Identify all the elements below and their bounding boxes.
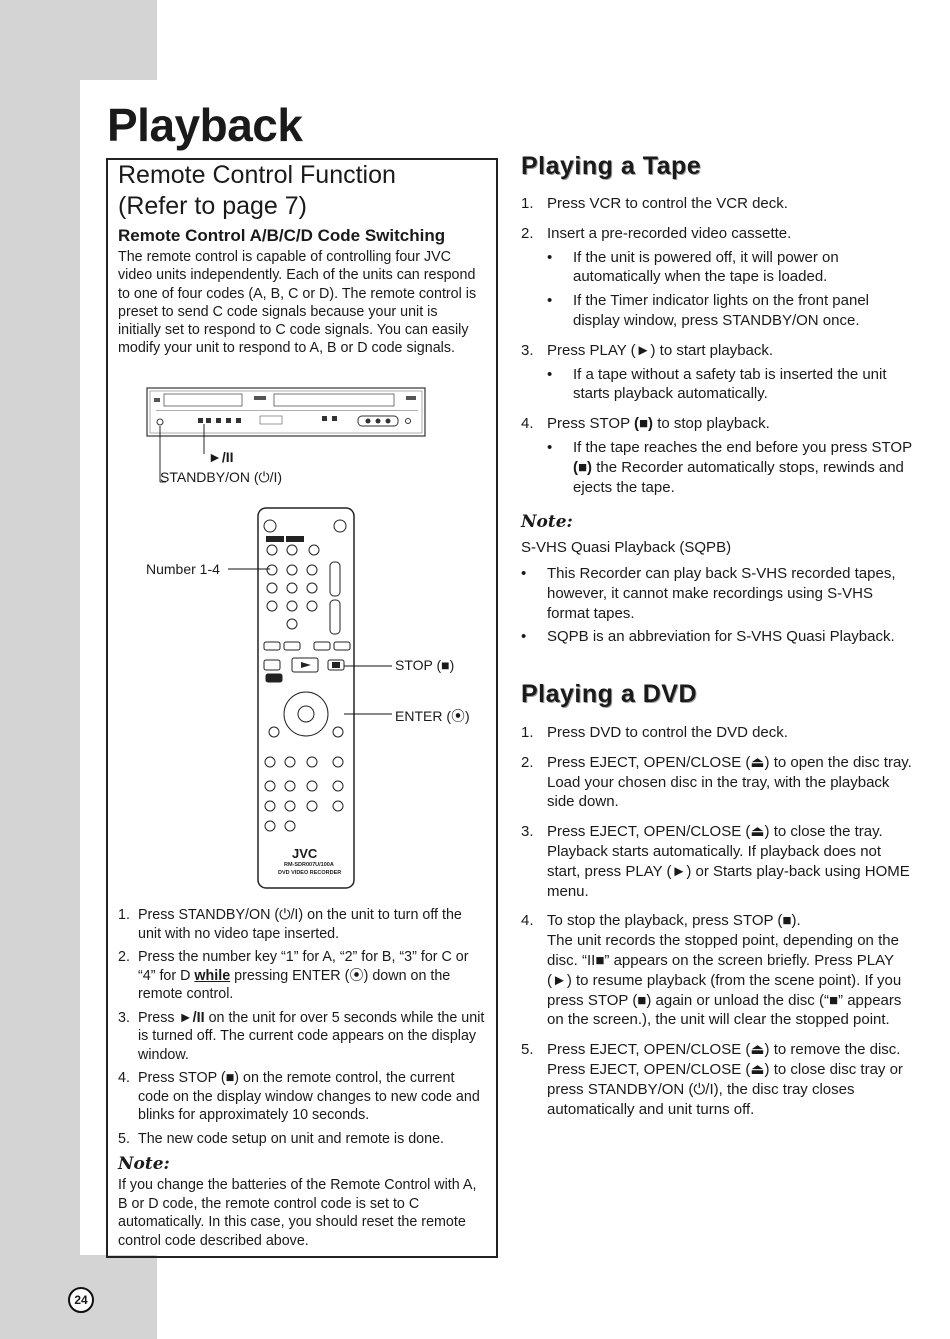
note-heading: Note: xyxy=(118,1154,170,1174)
playing-tape-heading: Playing a Tape xyxy=(521,152,702,180)
bullet-text: If the tape reaches the end before you press STOP xyxy=(573,438,912,456)
deck-standby-label: STANDBY/ON (⏻/I) xyxy=(160,469,283,485)
step-text: to stop playback. xyxy=(653,415,770,433)
list-item xyxy=(118,906,486,943)
step-text: The new code setup on unit and remote is done. xyxy=(138,1130,444,1147)
step-text: Press STOP (■) on the remote control, the current code on the display window changes to new code and blinks for approximately 10 seconds. xyxy=(138,1070,480,1123)
callout-stop: STOP (■) xyxy=(395,657,455,673)
deck-play-pause-label: ►/II xyxy=(208,449,234,465)
list-item xyxy=(521,822,913,901)
list-item xyxy=(521,341,913,404)
code-switching-intro: The remote control is capable of controlling four JVC video units independently. Each of the units can respond to one of four codes (A, B, C or D). The remote control is preset to send C code signals because your unit is initially set to respond to C code signals. You can easily modify your unit to respond to A, B or D code signals. xyxy=(118,249,477,357)
list-item xyxy=(521,194,913,214)
step-number: 3. xyxy=(521,341,534,359)
step-text: Press STOP xyxy=(547,415,634,433)
step-emphasis: (■) xyxy=(633,415,654,433)
step-number: 2. xyxy=(118,949,130,965)
bullet-emphasis: (■) xyxy=(573,458,593,476)
step-number: 5. xyxy=(118,1130,130,1147)
list-item xyxy=(521,1040,913,1119)
step-text: Press EJECT, OPEN/CLOSE (⏏) to open the disc tray. Load your chosen disc in the tray, with the playback side down. xyxy=(547,753,912,811)
bullet-list xyxy=(547,365,913,405)
step-number: 4. xyxy=(521,415,534,433)
step-emphasis: ►/II xyxy=(178,1009,205,1026)
list-item xyxy=(118,948,486,1004)
bullet-item: • If the Timer indicator lights on the front panel display window, press STANDBY/ON once. xyxy=(547,292,869,329)
step-text: Press xyxy=(138,1009,179,1026)
step-text: pressing ENTER (⦿) down on the remote control. xyxy=(138,967,451,1002)
bullet-text: This Recorder can play back S-VHS recorded tapes, however, it cannot make recordings using S-VHS format tapes. xyxy=(547,565,896,622)
step-text: Press the number key “1” for A, “2” for B, “3” for C or “4” for D xyxy=(138,949,469,984)
step-number: 3. xyxy=(521,823,534,841)
list-item xyxy=(118,1069,486,1125)
tape-note-list xyxy=(521,564,913,651)
step-number: 2. xyxy=(521,224,534,242)
code-switching-steps xyxy=(118,906,486,1153)
list-item xyxy=(521,723,913,743)
playing-tape-steps xyxy=(521,194,913,507)
step-text: Press VCR to control the VCR deck. xyxy=(547,195,788,212)
bullet-item: • If the unit is powered off, it will power on automatically when the tape is loaded. xyxy=(547,248,839,286)
step-text: Insert a pre-recorded video cassette. xyxy=(547,224,792,242)
bullet-text: If a tape without a safety tab is inserted the unit starts playback automatically. xyxy=(573,365,887,403)
remote-brand: JVC xyxy=(292,846,318,861)
bullet-text: the Recorder automatically stops, rewinds and ejects the tape. xyxy=(573,458,904,496)
step-detail: The unit records the stopped point, depending on the disc. “II■” appears on the screen briefly. Press PLAY (►) to resume playback (from the scene point). If you press STOP (■) again or unload the disc (“■” appears on the screen.), the unit will clear the stopped point. xyxy=(547,932,902,1029)
bullet-item: • If the tape reaches the end before you press STOP (■) the Recorder automatically stops, rewinds and ejects the tape. xyxy=(547,438,912,496)
tape-note-heading: Note: xyxy=(521,512,573,532)
step-text: Press EJECT, OPEN/CLOSE (⏏) to remove the disc. xyxy=(547,1041,901,1059)
bullet-list xyxy=(547,248,913,331)
list-item xyxy=(521,414,913,497)
step-detail: Press EJECT, OPEN/CLOSE (⏏) to close disc tray or press STANDBY/ON (⏻/I), the disc tray closes automatically and unit turns off. xyxy=(547,1060,903,1118)
playing-dvd-steps xyxy=(521,723,913,1129)
note-text: If you change the batteries of the Remote Control with A, B or D code, the remote control code is set to C automatically. In this case, you should reset the remote control code described above. xyxy=(118,1177,477,1249)
list-item xyxy=(118,1009,486,1065)
remote-type: DVD VIDEO RECORDER xyxy=(278,870,342,876)
step-number: 1. xyxy=(521,724,534,741)
step-text: To stop the playback, press STOP (■). xyxy=(547,912,801,930)
step-number: 4. xyxy=(118,1070,130,1086)
step-text: Press DVD to control the DVD deck. xyxy=(547,724,788,741)
code-switching-subheading: Remote Control A/B/C/D Code Switching xyxy=(118,226,446,245)
bullet-text: If the unit is powered off, it will power on automatically when the tape is loaded. xyxy=(573,248,839,286)
page-title: Playback xyxy=(107,99,303,151)
list-item xyxy=(521,753,913,812)
playing-dvd-heading: Playing a DVD xyxy=(521,680,697,708)
bullet-text: If the Timer indicator lights on the front panel display window, press STANDBY/ON once. xyxy=(573,292,869,329)
step-number: 5. xyxy=(521,1041,534,1059)
bullet-item: • If a tape without a safety tab is inserted the unit starts playback automatically. xyxy=(547,365,887,403)
callout-number-keys: Number 1-4 xyxy=(146,561,220,577)
step-number: 1. xyxy=(118,907,130,923)
step-number: 3. xyxy=(118,1009,130,1026)
heading-line-2: (Refer to page 7) xyxy=(118,192,307,220)
heading-line-1: Remote Control Function xyxy=(118,161,396,189)
step-text: Press STANDBY/ON (⏻/I) on the unit to turn off the unit with no video tape inserted. xyxy=(138,907,462,942)
step-text: Press EJECT, OPEN/CLOSE (⏏) to close the tray. Playback starts automatically. If playback does not start, press PLAY (►) or Starts play-back using HOME menu. xyxy=(547,823,910,900)
bullet-item: • This Recorder can play back S-VHS recorded tapes, however, it cannot make recordings using S-VHS format tapes. xyxy=(521,565,896,622)
callout-enter: ENTER (⦿) xyxy=(395,708,470,724)
bullet-list xyxy=(547,438,913,497)
list-item xyxy=(118,1130,486,1149)
tape-note-title: S-VHS Quasi Playback (SQPB) xyxy=(521,539,732,556)
page-number: 24 xyxy=(68,1287,94,1313)
step-number: 4. xyxy=(521,912,534,930)
step-text: Press PLAY (►) to start playback. xyxy=(547,341,774,359)
step-number: 1. xyxy=(521,195,534,212)
bullet-item: • SQPB is an abbreviation for S-VHS Quasi Playback. xyxy=(521,628,895,646)
step-emphasis: while xyxy=(194,967,231,984)
step-text: on the unit for over 5 seconds while the unit is turned off. The current code appears on the display window. xyxy=(138,1009,485,1063)
remote-model: RM-SDR007U/100A xyxy=(284,862,334,868)
bullet-text: SQPB is an abbreviation for S-VHS Quasi Playback. xyxy=(547,628,895,646)
list-item xyxy=(521,911,913,1030)
list-item xyxy=(521,224,913,331)
step-number: 2. xyxy=(521,753,534,771)
